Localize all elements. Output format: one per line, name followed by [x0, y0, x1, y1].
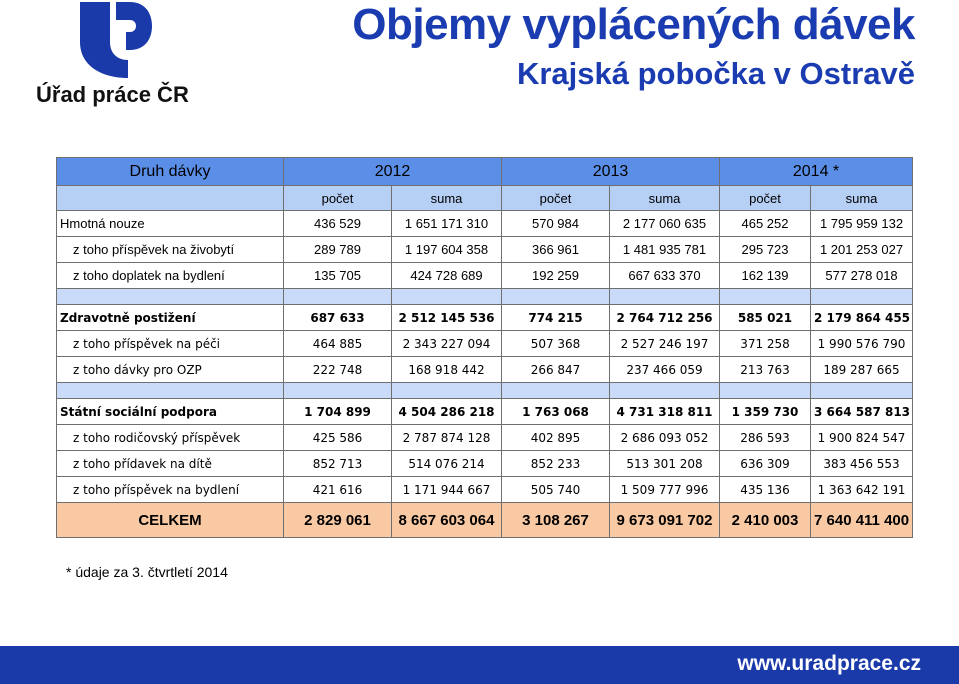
cell-value: 585 021	[720, 305, 811, 331]
cell-value: 289 789	[284, 237, 392, 263]
subheader-empty	[57, 186, 284, 211]
cell-value: 636 309	[720, 451, 811, 477]
cell-value: 425 586	[284, 425, 392, 451]
total-row	[57, 503, 913, 538]
cell-value: 1 359 730	[720, 399, 811, 425]
row-label: z toho příspěvek na živobytí	[57, 237, 284, 263]
header-row-sub	[57, 186, 913, 211]
cell-value: 687 633	[284, 305, 392, 331]
cell-value: 2 764 712 256	[610, 305, 720, 331]
row-label: z toho přídavek na dítě	[57, 451, 284, 477]
cell-value: 192 259	[502, 263, 610, 289]
subheader-count: počet	[720, 186, 811, 211]
table-row	[57, 263, 913, 289]
cell-value: 774 215	[502, 305, 610, 331]
cell-value: 286 593	[720, 425, 811, 451]
cell-value: 570 984	[502, 211, 610, 237]
table-row	[57, 211, 913, 237]
subheader-count: počet	[284, 186, 392, 211]
cell-value: 2 787 874 128	[392, 425, 502, 451]
row-label: z toho příspěvek na péči	[57, 331, 284, 357]
cell-value: 2 179 864 455	[811, 305, 913, 331]
spacer-row	[57, 383, 913, 399]
cell-value: 366 961	[502, 237, 610, 263]
cell-value: 852 233	[502, 451, 610, 477]
page-title: Objemy vyplácených dávek	[352, 0, 915, 49]
table-row	[57, 399, 913, 425]
total-value: 8 667 603 064	[392, 503, 502, 538]
cell-value: 514 076 214	[392, 451, 502, 477]
table-row	[57, 305, 913, 331]
total-value: 2 829 061	[284, 503, 392, 538]
table-row	[57, 331, 913, 357]
cell-value: 421 616	[284, 477, 392, 503]
page-subtitle: Krajská pobočka v Ostravě	[516, 56, 915, 91]
total-value: 9 673 091 702	[610, 503, 720, 538]
total-label: CELKEM	[57, 503, 284, 538]
cell-value: 1 990 576 790	[811, 331, 913, 357]
cell-value: 237 466 059	[610, 357, 720, 383]
row-label: z toho dávky pro OZP	[57, 357, 284, 383]
cell-value: 1 900 824 547	[811, 425, 913, 451]
cell-value: 513 301 208	[610, 451, 720, 477]
footer-bar	[0, 646, 959, 684]
cell-value: 577 278 018	[811, 263, 913, 289]
cell-value: 2 686 093 052	[610, 425, 720, 451]
cell-value: 295 723	[720, 237, 811, 263]
cell-value: 371 258	[720, 331, 811, 357]
cell-value: 505 740	[502, 477, 610, 503]
row-label: z toho příspěvek na bydlení	[57, 477, 284, 503]
table-row	[57, 237, 913, 263]
cell-value: 424 728 689	[392, 263, 502, 289]
cell-value: 2 512 145 536	[392, 305, 502, 331]
cell-value: 1 363 642 191	[811, 477, 913, 503]
table-row	[57, 357, 913, 383]
subheader-sum: suma	[610, 186, 720, 211]
cell-value: 383 456 553	[811, 451, 913, 477]
cell-value: 3 664 587 813	[811, 399, 913, 425]
cell-value: 1 651 171 310	[392, 211, 502, 237]
benefits-table	[56, 157, 913, 538]
cell-value: 266 847	[502, 357, 610, 383]
cell-value: 1 201 253 027	[811, 237, 913, 263]
cell-value: 464 885	[284, 331, 392, 357]
year-header-2014: 2014 *	[720, 158, 913, 186]
cell-value: 435 136	[720, 477, 811, 503]
total-value: 3 108 267	[502, 503, 610, 538]
year-header-2013: 2013	[502, 158, 720, 186]
subheader-count: počet	[502, 186, 610, 211]
table-row	[57, 477, 913, 503]
cell-value: 168 918 442	[392, 357, 502, 383]
row-label: z toho rodičovský příspěvek	[57, 425, 284, 451]
cell-value: 2 343 227 094	[392, 331, 502, 357]
cell-value: 4 731 318 811	[610, 399, 720, 425]
cell-value: 507 368	[502, 331, 610, 357]
urad-prace-logo-icon	[80, 2, 152, 78]
logo-text: Úřad práce ČR	[36, 82, 189, 107]
header-row-years	[57, 158, 913, 186]
column-header-type: Druh dávky	[57, 158, 284, 186]
subheader-sum: suma	[811, 186, 913, 211]
table-row	[57, 451, 913, 477]
row-label: z toho doplatek na bydlení	[57, 263, 284, 289]
cell-value: 1 704 899	[284, 399, 392, 425]
footer-url-link[interactable]: www.uradprace.cz	[737, 652, 921, 675]
cell-value: 189 287 665	[811, 357, 913, 383]
row-label: Hmotná nouze	[57, 211, 284, 237]
row-label: Zdravotně postižení	[57, 305, 284, 331]
cell-value: 2 177 060 635	[610, 211, 720, 237]
cell-value: 162 139	[720, 263, 811, 289]
cell-value: 1 509 777 996	[610, 477, 720, 503]
subheader-sum: suma	[392, 186, 502, 211]
spacer-row	[57, 289, 913, 305]
cell-value: 1 171 944 667	[392, 477, 502, 503]
total-value: 7 640 411 400	[811, 503, 913, 538]
row-label: Státní sociální podpora	[57, 399, 284, 425]
cell-value: 135 705	[284, 263, 392, 289]
cell-value: 852 713	[284, 451, 392, 477]
total-value: 2 410 003	[720, 503, 811, 538]
cell-value: 213 763	[720, 357, 811, 383]
footnote: * údaje za 3. čtvrtletí 2014	[66, 564, 228, 580]
cell-value: 402 895	[502, 425, 610, 451]
cell-value: 4 504 286 218	[392, 399, 502, 425]
logo	[36, 2, 196, 112]
cell-value: 465 252	[720, 211, 811, 237]
year-header-2012: 2012	[284, 158, 502, 186]
cell-value: 1 481 935 781	[610, 237, 720, 263]
cell-value: 1 763 068	[502, 399, 610, 425]
table-row	[57, 425, 913, 451]
cell-value: 1 795 959 132	[811, 211, 913, 237]
cell-value: 222 748	[284, 357, 392, 383]
cell-value: 667 633 370	[610, 263, 720, 289]
cell-value: 436 529	[284, 211, 392, 237]
cell-value: 2 527 246 197	[610, 331, 720, 357]
cell-value: 1 197 604 358	[392, 237, 502, 263]
